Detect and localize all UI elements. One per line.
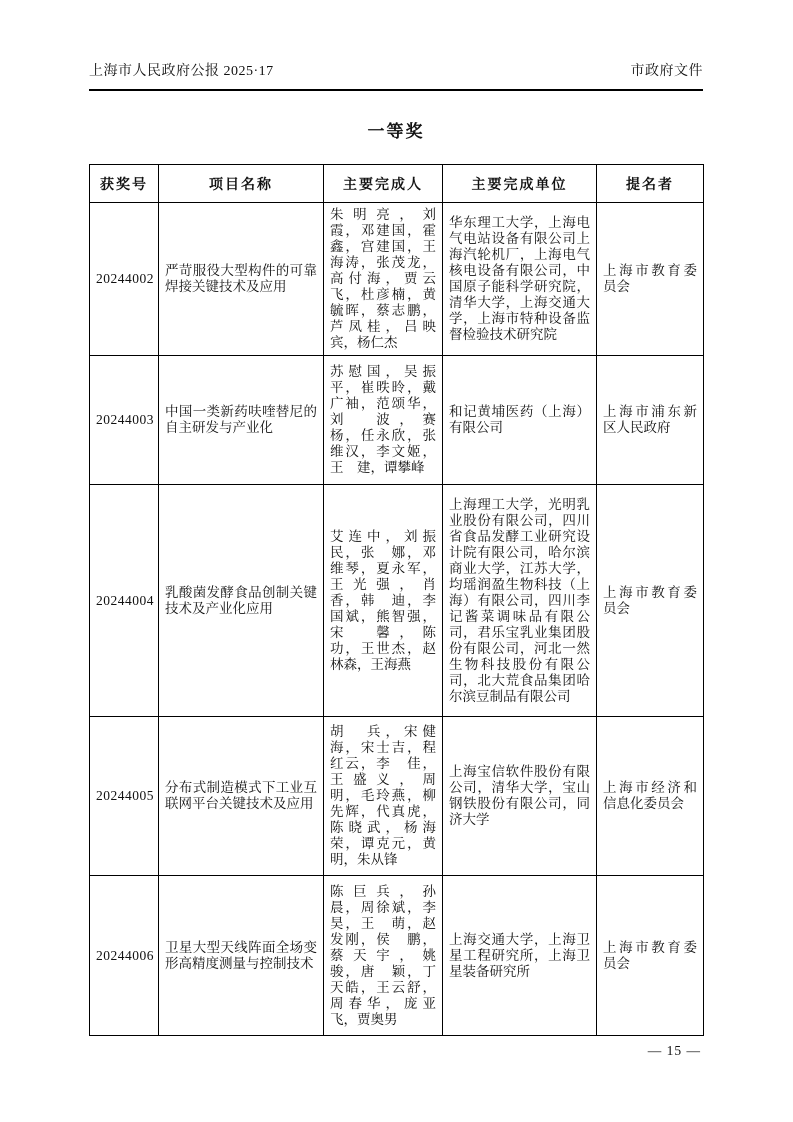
project-name-cell: 卫星大型天线阵面全场变形高精度测量与控制技术	[159, 876, 324, 1036]
page-content	[89, 60, 703, 1059]
organizations-cell: 华东理工大学，上海电气电站设备有限公司上海汽轮机厂，上海电气核电设备有限公司，中国原子能科学研究院，清华大学，上海交通大学，上海市特种设备监督检验技术研究院	[443, 203, 597, 356]
award-number-cell: 20244005	[90, 717, 159, 876]
header-rule	[89, 89, 703, 91]
award-number-cell: 20244003	[90, 356, 159, 485]
doc-category-label: 市政府文件	[630, 64, 703, 79]
contributors-cell: 艾连中，刘振民，张 娜，邓维琴，夏永军，王光强，肖 香，韩 迪，李国斌，熊智强，宋 馨，陈 功，王世杰，赵林森，王海燕	[324, 485, 443, 717]
project-name-cell: 分布式制造模式下工业互联网平台关键技术及应用	[159, 717, 324, 876]
nominator-cell: 上海市经济和信息化委员会	[597, 717, 704, 876]
table-row	[90, 356, 704, 485]
organizations-cell: 和记黄埔医药（上海）有限公司	[443, 356, 597, 485]
award-number-cell: 20244002	[90, 203, 159, 356]
column-header-contributors: 主要完成人	[324, 165, 443, 203]
project-name-cell: 中国一类新药呋喹替尼的自主研发与产业化	[159, 356, 324, 485]
table-row	[90, 717, 704, 876]
award-table	[89, 164, 704, 1036]
contributors-cell: 胡 兵，宋健海，宋士吉，程红云，李 佳，王盛义，周 明，毛玲燕，柳先辉，代真虎，陈晓武，杨海荣，谭克元，黄 明，朱从锋	[324, 717, 443, 876]
table-header-row	[90, 165, 704, 203]
organizations-cell: 上海宝信软件股份有限公司，清华大学，宝山钢铁股份有限公司，同济大学	[443, 717, 597, 876]
column-header-organizations: 主要完成单位	[443, 165, 597, 203]
nominator-cell: 上海市教育委员会	[597, 876, 704, 1036]
table-row	[90, 485, 704, 717]
section-title: 一等奖	[367, 122, 425, 141]
project-name-cell: 乳酸菌发酵食品创制关键技术及产业化应用	[159, 485, 324, 717]
organizations-cell: 上海交通大学，上海卫星工程研究所，上海卫星装备研究所	[443, 876, 597, 1036]
nominator-cell: 上海市浦东新区人民政府	[597, 356, 704, 485]
contributors-cell: 朱明亮，刘 霞，邓建国，霍 鑫，宫建国，王海涛，张茂龙，高付海，贾云飞，杜彦楠，黄毓晖，蔡志鹏，芦凤桂，吕映宾，杨仁杰	[324, 203, 443, 356]
column-header-nominator: 提名者	[597, 165, 704, 203]
award-number-cell: 20244004	[90, 485, 159, 717]
table-row	[90, 876, 704, 1036]
column-header-award-number: 获奖号	[90, 165, 159, 203]
nominator-cell: 上海市教育委员会	[597, 485, 704, 717]
column-header-project-name: 项目名称	[159, 165, 324, 203]
nominator-cell: 上海市教育委员会	[597, 203, 704, 356]
project-name-cell: 严苛服役大型构件的可靠焊接关键技术及应用	[159, 203, 324, 356]
running-header	[89, 60, 703, 80]
award-number-cell: 20244006	[90, 876, 159, 1036]
gazette-title: 上海市人民政府公报 2025·17	[89, 64, 274, 79]
contributors-cell: 苏慰国，吴振平，崔昳昤，戴广袖，范颂华，刘 波，赛 杨，任永欣，张维汉，李文姬，王 建，谭攀峰	[324, 356, 443, 485]
page-number: — 15 —	[647, 1043, 701, 1058]
contributors-cell: 陈巨兵，孙 晨，周徐斌，李 昊，王 萌，赵发刚，侯 鹏，蔡天宇，姚 骏，唐 颖，丁天皓，王云舒，周春华，庞亚飞，贾奥男	[324, 876, 443, 1036]
table-row	[90, 203, 704, 356]
organizations-cell: 上海理工大学，光明乳业股份有限公司，四川省食品发酵工业研究设计院有限公司，哈尔滨商业大学，江苏大学，均瑶润盈生物科技（上海）有限公司，四川李记酱菜调味品有限公司，君乐宝乳业集团股份有限公司，河北一然生物科技股份有限公司，北大荒食品集团哈尔滨豆制品有限公司	[443, 485, 597, 717]
